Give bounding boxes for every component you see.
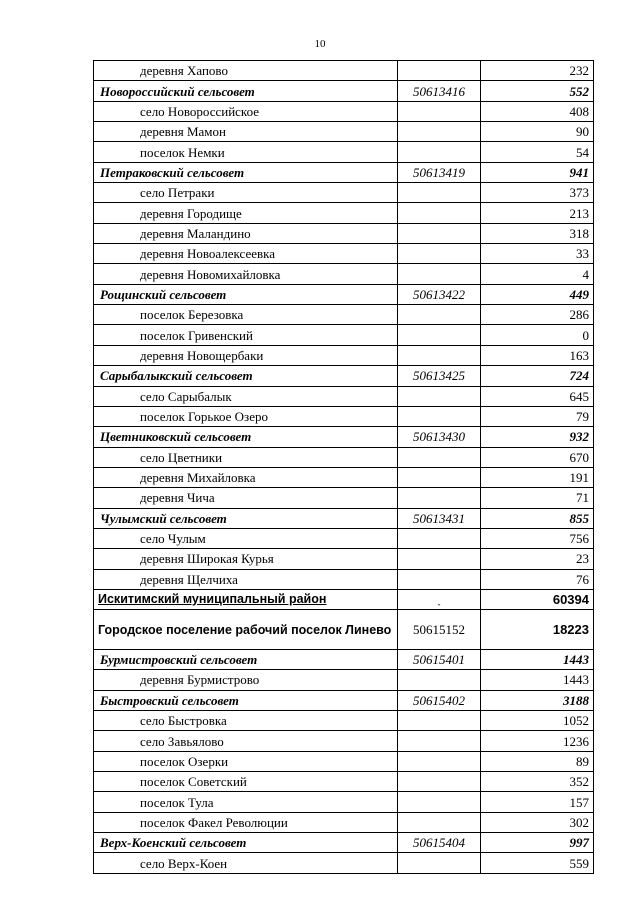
oktmo-code-cell xyxy=(398,244,481,264)
name-cell: деревня Маландино xyxy=(94,223,398,243)
name-cell: поселок Советский xyxy=(94,772,398,792)
population-cell: 373 xyxy=(481,183,594,203)
urban-settlement-row xyxy=(94,610,594,650)
population-cell: 1052 xyxy=(481,711,594,731)
council-row xyxy=(94,690,594,710)
settlement-row xyxy=(94,386,594,406)
name-cell: деревня Щелчиха xyxy=(94,569,398,589)
population-cell: 352 xyxy=(481,772,594,792)
oktmo-code-cell xyxy=(398,528,481,548)
population-cell: 33 xyxy=(481,244,594,264)
population-cell: 232 xyxy=(481,61,594,81)
population-cell: 286 xyxy=(481,305,594,325)
population-table xyxy=(93,60,594,874)
oktmo-code-cell xyxy=(398,142,481,162)
oktmo-code-cell xyxy=(398,731,481,751)
oktmo-code-cell xyxy=(398,569,481,589)
name-cell: село Завьялово xyxy=(94,731,398,751)
population-cell: 71 xyxy=(481,488,594,508)
population-cell: 645 xyxy=(481,386,594,406)
name-cell: Новороссийский сельсовет xyxy=(94,81,398,101)
settlement-row xyxy=(94,731,594,751)
population-cell: 1236 xyxy=(481,731,594,751)
council-row xyxy=(94,833,594,853)
population-cell: 1443 xyxy=(481,649,594,669)
settlement-row xyxy=(94,751,594,771)
council-row xyxy=(94,508,594,528)
name-cell: Искитимский муниципальный район xyxy=(94,589,398,609)
name-cell: поселок Немки xyxy=(94,142,398,162)
settlement-row xyxy=(94,406,594,426)
settlement-row xyxy=(94,223,594,243)
name-cell: поселок Факел Революции xyxy=(94,812,398,832)
population-cell: 941 xyxy=(481,162,594,182)
name-cell: село Чулым xyxy=(94,528,398,548)
name-cell: деревня Мамон xyxy=(94,122,398,142)
population-cell: 756 xyxy=(481,528,594,548)
page-number: 10 xyxy=(314,38,326,50)
settlement-row xyxy=(94,264,594,284)
oktmo-code-cell xyxy=(398,467,481,487)
oktmo-code-cell: 50615404 xyxy=(398,833,481,853)
settlement-row xyxy=(94,528,594,548)
oktmo-code-cell: 50613419 xyxy=(398,162,481,182)
district-row xyxy=(94,589,594,609)
oktmo-code-cell xyxy=(398,772,481,792)
oktmo-code-cell xyxy=(398,223,481,243)
name-cell: поселок Березовка xyxy=(94,305,398,325)
name-cell: село Верх-Коен xyxy=(94,853,398,873)
name-cell: поселок Тула xyxy=(94,792,398,812)
population-cell: 855 xyxy=(481,508,594,528)
population-cell: 1443 xyxy=(481,670,594,690)
oktmo-code-cell: 50615401 xyxy=(398,649,481,669)
oktmo-code-cell: 50613422 xyxy=(398,284,481,304)
name-cell: Верх-Коенский сельсовет xyxy=(94,833,398,853)
settlement-row xyxy=(94,670,594,690)
population-cell: 670 xyxy=(481,447,594,467)
name-cell: Петраковский сельсовет xyxy=(94,162,398,182)
settlement-row xyxy=(94,772,594,792)
council-row xyxy=(94,427,594,447)
population-cell: 4 xyxy=(481,264,594,284)
oktmo-code-cell xyxy=(398,488,481,508)
name-cell: Сарыбалыкский сельсовет xyxy=(94,366,398,386)
population-cell: 408 xyxy=(481,101,594,121)
settlement-row xyxy=(94,549,594,569)
oktmo-code-cell xyxy=(398,549,481,569)
oktmo-code-cell xyxy=(398,203,481,223)
oktmo-code-cell xyxy=(398,325,481,345)
oktmo-code-cell xyxy=(398,711,481,731)
oktmo-code-cell xyxy=(398,305,481,325)
settlement-row xyxy=(94,203,594,223)
settlement-row xyxy=(94,467,594,487)
name-cell: деревня Новомихайловка xyxy=(94,264,398,284)
population-cell: 3188 xyxy=(481,690,594,710)
name-cell: Рощинский сельсовет xyxy=(94,284,398,304)
population-cell: 54 xyxy=(481,142,594,162)
oktmo-code-cell xyxy=(398,264,481,284)
population-cell: 997 xyxy=(481,833,594,853)
oktmo-code-cell xyxy=(398,751,481,771)
oktmo-code-cell: - xyxy=(398,589,481,609)
name-cell: деревня Новоалексеевка xyxy=(94,244,398,264)
population-cell: 163 xyxy=(481,345,594,365)
population-cell: 89 xyxy=(481,751,594,771)
name-cell: Чулымский сельсовет xyxy=(94,508,398,528)
oktmo-code-cell xyxy=(398,183,481,203)
council-row xyxy=(94,162,594,182)
council-row xyxy=(94,284,594,304)
oktmo-code-cell: 50613430 xyxy=(398,427,481,447)
table-body xyxy=(94,61,594,874)
name-cell: село Быстровка xyxy=(94,711,398,731)
name-cell: Быстровский сельсовет xyxy=(94,690,398,710)
settlement-row xyxy=(94,711,594,731)
population-cell: 90 xyxy=(481,122,594,142)
population-cell: 76 xyxy=(481,569,594,589)
settlement-row xyxy=(94,447,594,467)
settlement-row xyxy=(94,142,594,162)
name-cell: деревня Чича xyxy=(94,488,398,508)
oktmo-code-cell xyxy=(398,670,481,690)
oktmo-code-cell xyxy=(398,61,481,81)
oktmo-code-cell xyxy=(398,101,481,121)
population-cell: 318 xyxy=(481,223,594,243)
settlement-row xyxy=(94,488,594,508)
settlement-row xyxy=(94,61,594,81)
population-cell: 449 xyxy=(481,284,594,304)
name-cell: деревня Бурмистрово xyxy=(94,670,398,690)
population-cell: 213 xyxy=(481,203,594,223)
population-cell: 0 xyxy=(481,325,594,345)
population-cell: 552 xyxy=(481,81,594,101)
population-cell: 191 xyxy=(481,467,594,487)
population-cell: 79 xyxy=(481,406,594,426)
population-cell: 932 xyxy=(481,427,594,447)
settlement-row xyxy=(94,101,594,121)
name-cell: село Новороссийское xyxy=(94,101,398,121)
oktmo-code-cell xyxy=(398,406,481,426)
oktmo-code-cell xyxy=(398,853,481,873)
name-cell: деревня Широкая Курья xyxy=(94,549,398,569)
settlement-row xyxy=(94,792,594,812)
population-cell: 724 xyxy=(481,366,594,386)
name-cell: село Сарыбалык xyxy=(94,386,398,406)
settlement-row xyxy=(94,325,594,345)
name-cell: Городское поселение рабочий поселок Линево xyxy=(94,610,398,650)
population-cell: 302 xyxy=(481,812,594,832)
population-cell: 18223 xyxy=(481,610,594,650)
name-cell: поселок Горькое Озеро xyxy=(94,406,398,426)
oktmo-code-cell xyxy=(398,386,481,406)
oktmo-code-cell xyxy=(398,345,481,365)
name-cell: село Цветники xyxy=(94,447,398,467)
council-row xyxy=(94,366,594,386)
name-cell: деревня Михайловка xyxy=(94,467,398,487)
population-cell: 23 xyxy=(481,549,594,569)
population-cell: 60394 xyxy=(481,589,594,609)
oktmo-code-cell xyxy=(398,122,481,142)
settlement-row xyxy=(94,812,594,832)
oktmo-code-cell: 50615402 xyxy=(398,690,481,710)
oktmo-code-cell xyxy=(398,792,481,812)
settlement-row xyxy=(94,853,594,873)
council-row xyxy=(94,649,594,669)
name-cell: поселок Гривенский xyxy=(94,325,398,345)
name-cell: Цветниковский сельсовет xyxy=(94,427,398,447)
settlement-row xyxy=(94,305,594,325)
population-cell: 157 xyxy=(481,792,594,812)
name-cell: поселок Озерки xyxy=(94,751,398,771)
population-cell: 559 xyxy=(481,853,594,873)
oktmo-code-cell: 50613431 xyxy=(398,508,481,528)
oktmo-code-cell xyxy=(398,447,481,467)
name-cell: деревня Городище xyxy=(94,203,398,223)
name-cell: деревня Хапово xyxy=(94,61,398,81)
settlement-row xyxy=(94,122,594,142)
oktmo-code-cell xyxy=(398,812,481,832)
name-cell: Бурмистровский сельсовет xyxy=(94,649,398,669)
settlement-row xyxy=(94,244,594,264)
name-cell: село Петраки xyxy=(94,183,398,203)
oktmo-code-cell: 50615152 xyxy=(398,610,481,650)
council-row xyxy=(94,81,594,101)
settlement-row xyxy=(94,345,594,365)
settlement-row xyxy=(94,183,594,203)
oktmo-code-cell: 50613416 xyxy=(398,81,481,101)
oktmo-code-cell: 50613425 xyxy=(398,366,481,386)
name-cell: деревня Новощербаки xyxy=(94,345,398,365)
settlement-row xyxy=(94,569,594,589)
